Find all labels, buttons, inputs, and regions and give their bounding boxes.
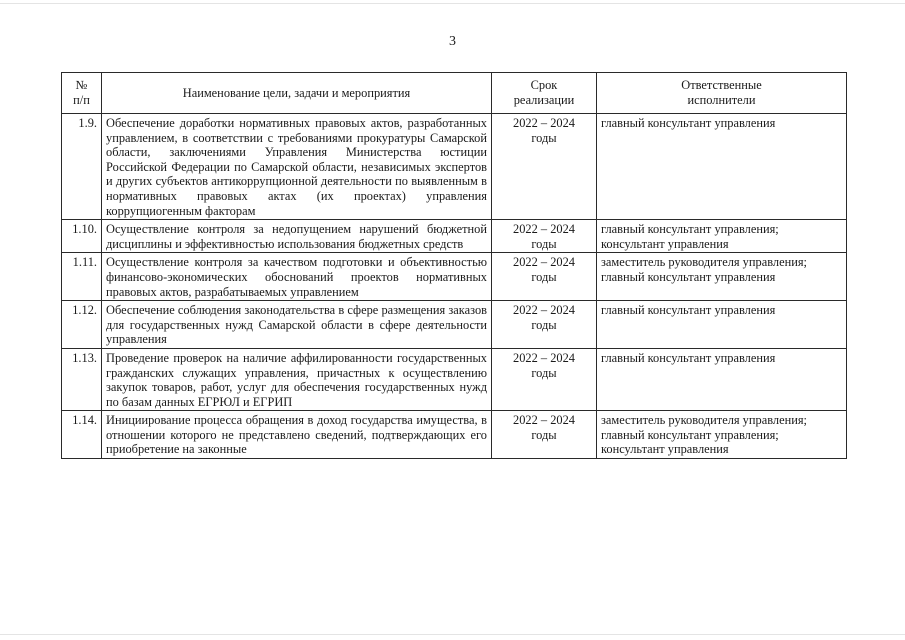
table-row bbox=[62, 348, 847, 410]
responsible-line: главный консультант управления bbox=[601, 269, 776, 284]
measure-term bbox=[492, 114, 597, 220]
responsible-line: главный консультант управления; bbox=[601, 222, 779, 237]
measure-term bbox=[492, 348, 597, 410]
term-line: годы bbox=[531, 269, 557, 284]
table-row bbox=[62, 114, 847, 220]
header-term-line: Срок bbox=[530, 78, 558, 93]
measure-name: Обеспечение соблюдения законодательства в сфере размещения заказов для государственных нужд Самарской области в сфере деятельности управления bbox=[102, 301, 492, 349]
page-number: 3 bbox=[449, 34, 456, 49]
term-line: годы bbox=[531, 365, 557, 380]
measure-responsible bbox=[597, 348, 847, 410]
header-name-line: Наименование цели, задачи и мероприятия bbox=[182, 85, 411, 100]
scan-edge-bottom bbox=[0, 634, 905, 635]
header-term-line: реализации bbox=[513, 93, 575, 107]
responsible-line: главный консультант управления bbox=[601, 116, 776, 130]
responsible-line: главный консультант управления; bbox=[601, 427, 779, 442]
measure-responsible bbox=[597, 301, 847, 349]
header-resp-line: Ответственные bbox=[681, 78, 762, 93]
row-number: 1.14. bbox=[62, 411, 102, 459]
row-number: 1.12. bbox=[62, 301, 102, 349]
measure-term bbox=[492, 301, 597, 349]
term-line: 2022 – 2024 bbox=[513, 222, 575, 237]
responsible-line: заместитель руководителя управления; bbox=[601, 255, 807, 270]
responsible-line: консультант управления bbox=[601, 442, 729, 457]
measure-name: Осуществление контроля за качеством подготовки и объективностью финансово-экономических обоснований проектов нормативных правовых актов, разрабатываемых управлением bbox=[102, 253, 492, 301]
row-number: 1.11. bbox=[62, 253, 102, 301]
responsible-line: заместитель руководителя управления; bbox=[601, 413, 807, 428]
term-line: 2022 – 2024 bbox=[513, 303, 575, 318]
table-row bbox=[62, 301, 847, 349]
measure-name: Инициирование процесса обращения в доход государства имущества, в отношении которого не представлено сведений, подтверждающих его приобретение на законные bbox=[102, 411, 492, 459]
header-term bbox=[492, 73, 597, 114]
header-num-line: п/п bbox=[73, 93, 90, 107]
measures-table bbox=[61, 72, 847, 459]
responsible-line: консультант управления bbox=[601, 236, 729, 251]
table-row bbox=[62, 411, 847, 459]
header-num bbox=[62, 73, 102, 114]
measure-responsible bbox=[597, 220, 847, 253]
table-row bbox=[62, 253, 847, 301]
measure-term bbox=[492, 220, 597, 253]
term-line: 2022 – 2024 bbox=[513, 350, 575, 365]
term-line: годы bbox=[531, 317, 557, 332]
measure-name: Осуществление контроля за недопущением нарушений бюджетной дисциплины и эффективностью использования бюджетных средств bbox=[102, 220, 492, 253]
scan-edge-top bbox=[0, 3, 905, 4]
measure-responsible bbox=[597, 411, 847, 459]
term-line: 2022 – 2024 bbox=[513, 116, 575, 130]
header-num-line: № bbox=[75, 78, 88, 93]
table-header-row bbox=[62, 73, 847, 114]
measure-responsible bbox=[597, 253, 847, 301]
row-number: 1.10. bbox=[62, 220, 102, 253]
responsible-line: главный консультант управления bbox=[601, 350, 776, 365]
measure-term bbox=[492, 411, 597, 459]
measure-name: Проведение проверок на наличие аффилированности государственных гражданских служащих управления, причастных к осуществлению закупок товаров, работ, услуг для обеспечения государственных нужд по базам данных ЕГРЮЛ и ЕГРИП bbox=[102, 348, 492, 410]
measure-responsible bbox=[597, 114, 847, 220]
term-line: годы bbox=[531, 236, 557, 251]
header-resp bbox=[597, 73, 847, 114]
header-resp-line: исполнители bbox=[687, 93, 756, 107]
responsible-line: главный консультант управления bbox=[601, 303, 776, 318]
table-row bbox=[62, 220, 847, 253]
term-line: 2022 – 2024 bbox=[513, 413, 575, 428]
measure-term bbox=[492, 253, 597, 301]
term-line: 2022 – 2024 bbox=[513, 255, 575, 270]
header-name bbox=[102, 73, 492, 114]
measure-name: Обеспечение доработки нормативных правовых актов, разработанных управлением, в соответствии с требованиями прокуратуры Самарской области, заключениями Управления Министерства юстиции Российской Федерации по Самарской области, независимых экспертов и других субъектов антикоррупционной деятельности по выявленным в нормативных правовых актах (их проектах) управления коррупциогенным факторам bbox=[102, 114, 492, 220]
row-number: 1.9. bbox=[62, 114, 102, 220]
term-line: годы bbox=[531, 130, 557, 145]
term-line: годы bbox=[531, 427, 557, 442]
row-number: 1.13. bbox=[62, 348, 102, 410]
